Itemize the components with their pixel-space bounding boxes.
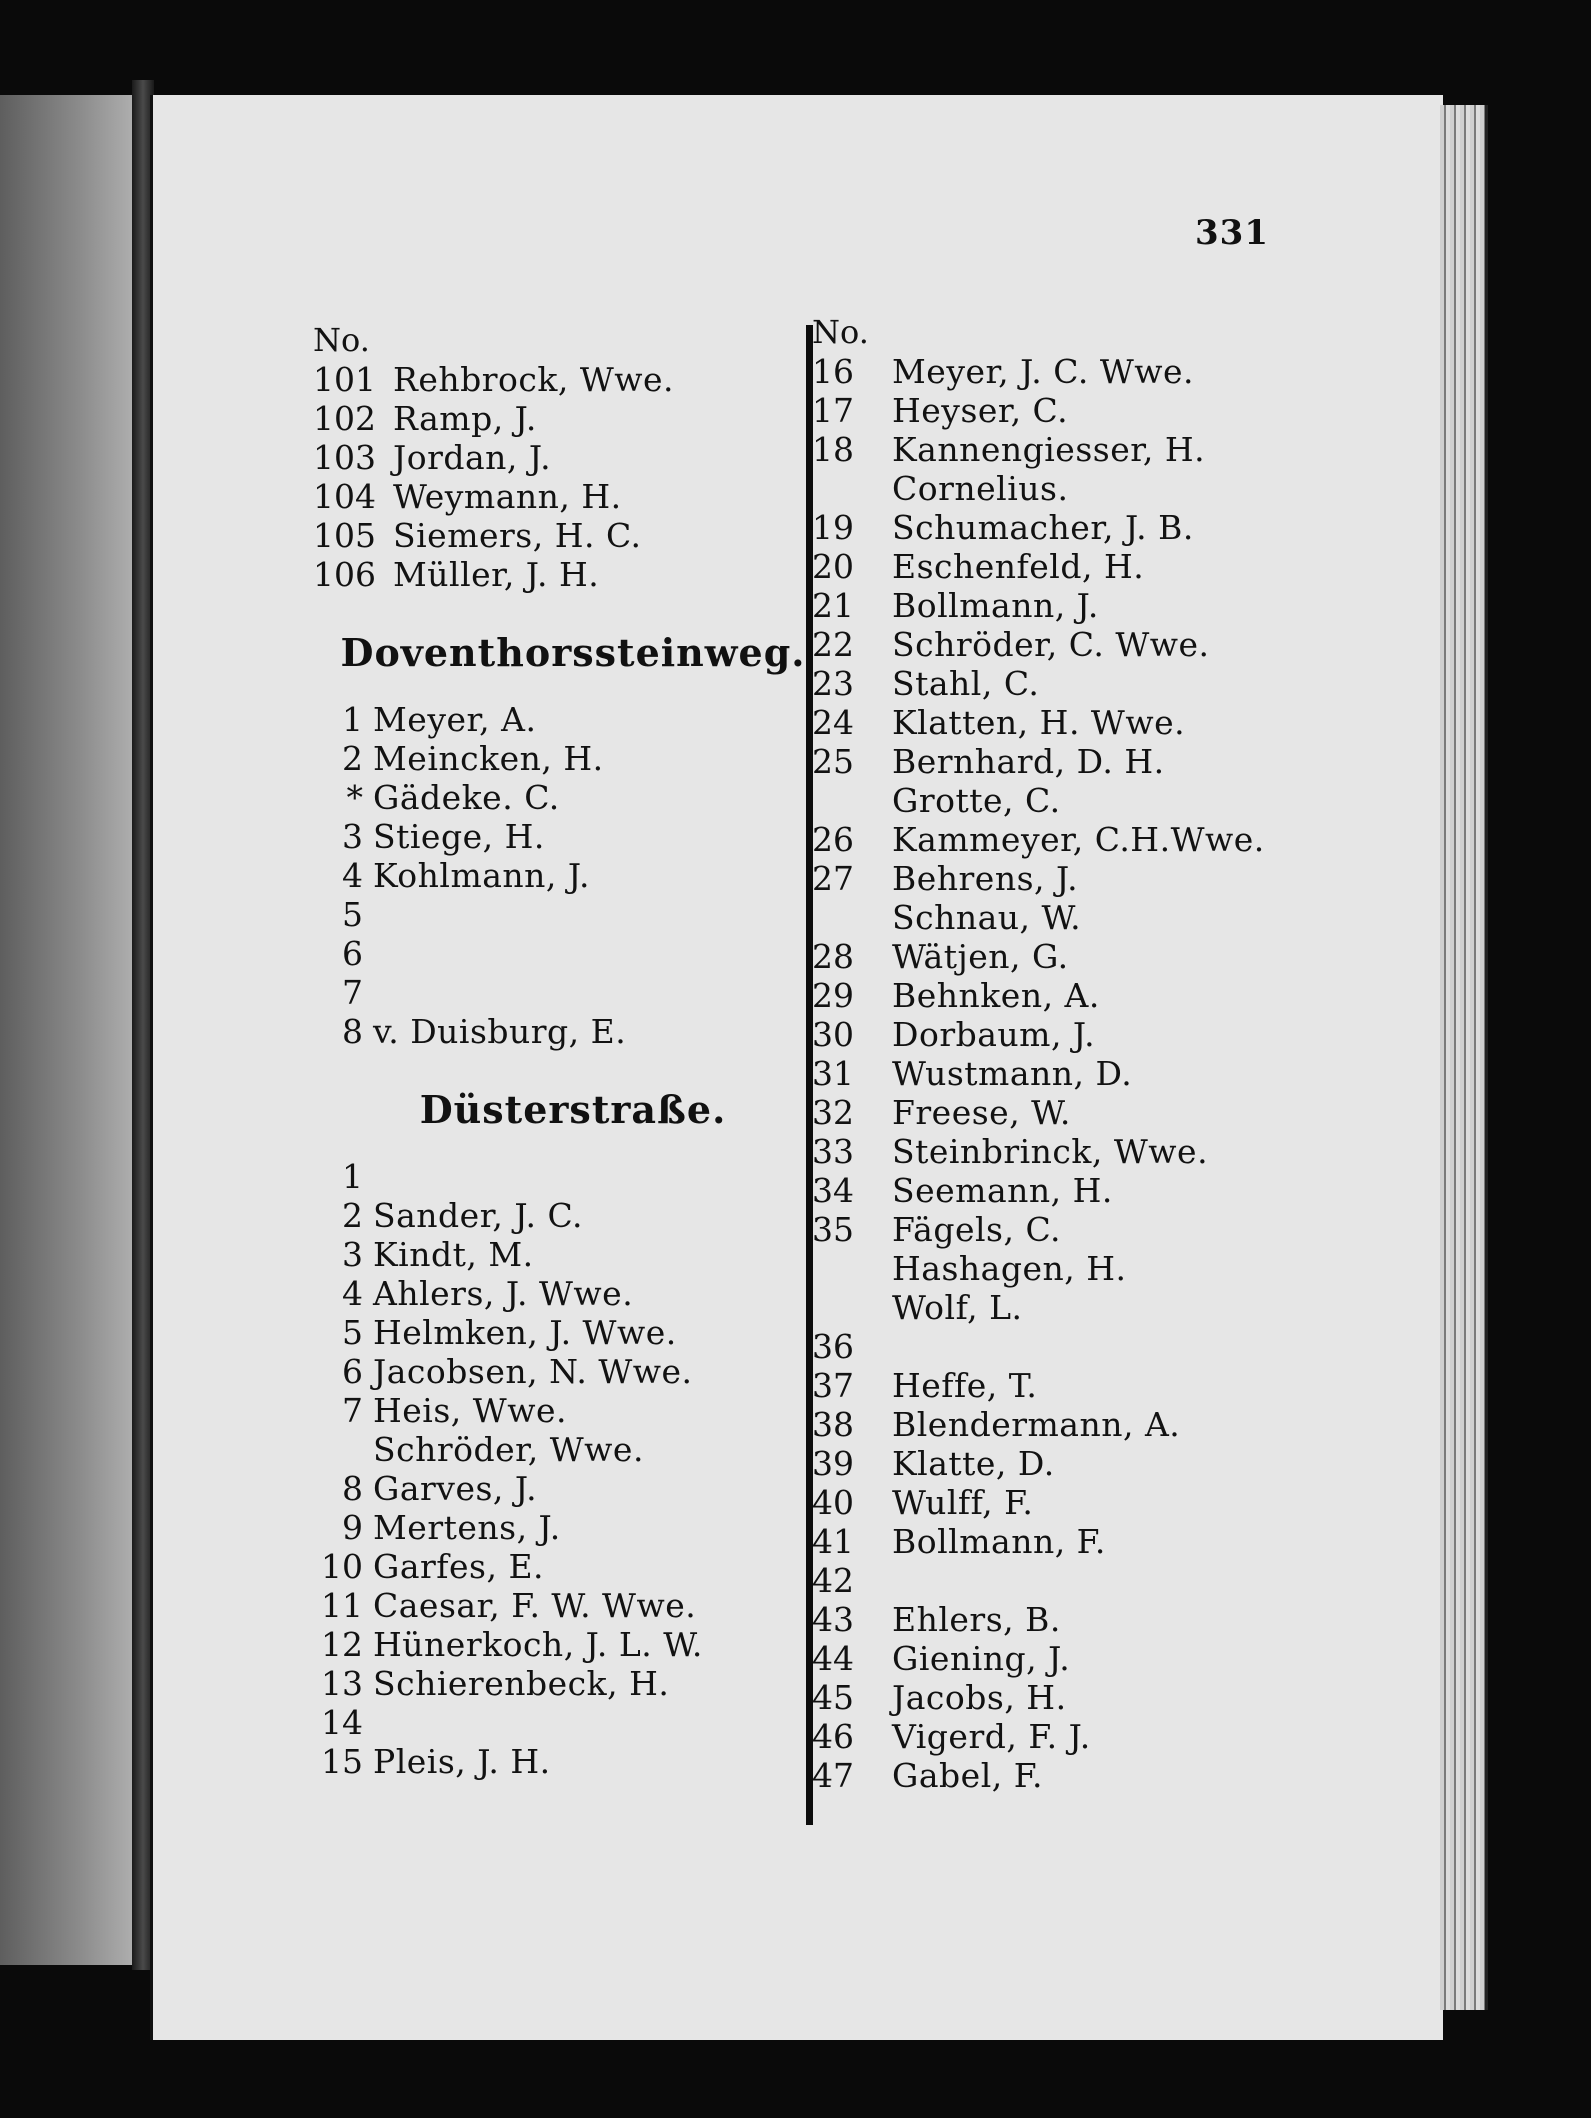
list-item: [313, 1469, 833, 1508]
house-number: 20: [812, 547, 854, 586]
list-item: [812, 1171, 1372, 1210]
resident-name: Gabel, F.: [892, 1756, 1043, 1795]
resident-name: Schnau, W.: [892, 898, 1082, 937]
house-number: 25: [812, 742, 854, 781]
list-item: [313, 516, 833, 555]
list-item: [812, 1366, 1372, 1405]
left-column: [313, 320, 833, 1781]
house-number: 105: [313, 516, 376, 555]
house-number: 1: [342, 700, 363, 739]
house-number: 102: [313, 399, 376, 438]
no-label: No.: [812, 313, 869, 351]
resident-name: Grotte, C.: [892, 781, 1061, 820]
list-item: [313, 438, 833, 477]
house-number: 11: [321, 1586, 363, 1625]
resident-name: Kammeyer, C.H.Wwe.: [892, 820, 1265, 859]
resident-name: Klatte, D.: [892, 1444, 1055, 1483]
house-number: 6: [342, 1352, 363, 1391]
house-number: 12: [321, 1625, 363, 1664]
resident-name: Eschenfeld, H.: [892, 547, 1145, 586]
list-item: [313, 856, 833, 895]
house-number: 22: [812, 625, 854, 664]
resident-name: Stahl, C.: [892, 664, 1040, 703]
house-number: 39: [812, 1444, 854, 1483]
list-item: [812, 1093, 1372, 1132]
list-item: [313, 1352, 833, 1391]
house-number: 46: [812, 1717, 854, 1756]
list-item: [812, 391, 1372, 430]
list-item: [812, 703, 1372, 742]
list-item: [313, 1196, 833, 1235]
resident-name: Wulff, F.: [892, 1483, 1034, 1522]
resident-name: Ahlers, J. Wwe.: [373, 1274, 634, 1313]
house-number: 4: [342, 856, 363, 895]
list-item: [313, 817, 833, 856]
house-number: 41: [812, 1522, 854, 1561]
house-number: 3: [342, 1235, 363, 1274]
resident-name: Heffe, T.: [892, 1366, 1038, 1405]
resident-name: Vigerd, F. J.: [892, 1717, 1091, 1756]
house-number: 43: [812, 1600, 854, 1639]
resident-name: Garfes, E.: [373, 1547, 545, 1586]
house-number: 2: [342, 739, 363, 778]
house-number: 37: [812, 1366, 854, 1405]
resident-name: Ramp, J.: [393, 399, 537, 438]
house-number: 7: [342, 1391, 363, 1430]
house-number: 2: [342, 1196, 363, 1235]
house-number: 101: [313, 360, 376, 399]
resident-name: Jacobs, H.: [892, 1678, 1067, 1717]
resident-name: Jacobsen, N. Wwe.: [373, 1352, 693, 1391]
house-number: 8: [342, 1469, 363, 1508]
list-item: [313, 1664, 833, 1703]
house-number: 106: [313, 555, 376, 594]
list-item: [313, 1313, 833, 1352]
list-item: [812, 1678, 1372, 1717]
resident-name: Siemers, H. C.: [393, 516, 642, 555]
resident-name: Bernhard, D. H.: [892, 742, 1165, 781]
list-item: [313, 934, 833, 973]
list-item: [313, 1391, 833, 1430]
house-list-duesterstrasse: [313, 1157, 833, 1781]
resident-name: Giening, J.: [892, 1639, 1071, 1678]
house-number: 23: [812, 664, 854, 703]
list-item: [313, 1625, 833, 1664]
house-number: 14: [321, 1703, 363, 1742]
house-number: 29: [812, 976, 854, 1015]
house-number: 40: [812, 1483, 854, 1522]
house-number: 34: [812, 1171, 854, 1210]
resident-name: Schröder, Wwe.: [373, 1430, 644, 1469]
house-number: 5: [342, 895, 363, 934]
list-item: [313, 477, 833, 516]
resident-name: Seemann, H.: [892, 1171, 1113, 1210]
list-item: [313, 895, 833, 934]
resident-name: Pleis, J. H.: [373, 1742, 551, 1781]
house-number: 13: [321, 1664, 363, 1703]
list-item: [313, 700, 833, 739]
house-number: 27: [812, 859, 854, 898]
house-number: 9: [342, 1508, 363, 1547]
list-item: [812, 625, 1372, 664]
list-item: [812, 1015, 1372, 1054]
list-item: [812, 1561, 1372, 1600]
list-item: [812, 781, 1372, 820]
house-number: 6: [342, 934, 363, 973]
resident-name: Kindt, M.: [373, 1235, 534, 1274]
list-item: [313, 399, 833, 438]
resident-name: Ehlers, B.: [892, 1600, 1061, 1639]
list-item: [812, 508, 1372, 547]
resident-name: Helmken, J. Wwe.: [373, 1313, 677, 1352]
street-heading: Düsterstraße.: [419, 1087, 727, 1132]
page-stack-edge: [1440, 105, 1488, 2010]
resident-name: Hashagen, H.: [892, 1249, 1127, 1288]
resident-name: Behrens, J.: [892, 859, 1079, 898]
resident-name: Sander, J. C.: [373, 1196, 584, 1235]
house-number: 26: [812, 820, 854, 859]
list-item: [313, 778, 833, 817]
resident-name: Meyer, J. C. Wwe.: [892, 352, 1195, 391]
street-heading: Doventhorssteinweg.: [340, 630, 806, 675]
house-number: 104: [313, 477, 376, 516]
house-number: 35: [812, 1210, 854, 1249]
list-item: [812, 547, 1372, 586]
list-item: [812, 1444, 1372, 1483]
list-item: [812, 859, 1372, 898]
house-number: 18: [812, 430, 854, 469]
house-number: 30: [812, 1015, 854, 1054]
house-number: 3: [342, 817, 363, 856]
right-column: [812, 312, 1372, 1795]
house-list-top: [313, 360, 833, 594]
list-item: [812, 1600, 1372, 1639]
list-item: [313, 973, 833, 1012]
house-number: 24: [812, 703, 854, 742]
resident-name: Wustmann, D.: [892, 1054, 1133, 1093]
resident-name: Schierenbeck, H.: [373, 1664, 670, 1703]
house-number: 38: [812, 1405, 854, 1444]
house-number: 4: [342, 1274, 363, 1313]
house-number: 47: [812, 1756, 854, 1795]
resident-name: Bollmann, J.: [892, 586, 1099, 625]
resident-name: Steinbrinck, Wwe.: [892, 1132, 1209, 1171]
list-item: [812, 1639, 1372, 1678]
list-item: [812, 1756, 1372, 1795]
list-item: [812, 430, 1372, 469]
resident-name: Meincken, H.: [373, 739, 604, 778]
house-number: 17: [812, 391, 854, 430]
resident-name: Schumacher, J. B.: [892, 508, 1194, 547]
house-number: 10: [321, 1547, 363, 1586]
list-item: [812, 1249, 1372, 1288]
house-number: 103: [313, 438, 376, 477]
list-item: [313, 1508, 833, 1547]
house-number: 8: [342, 1012, 363, 1051]
list-item: [812, 1288, 1372, 1327]
list-item: [812, 976, 1372, 1015]
list-item: [812, 1132, 1372, 1171]
resident-name: Gädeke. C.: [373, 778, 560, 817]
house-number: 32: [812, 1093, 854, 1132]
list-item: [812, 1405, 1372, 1444]
list-item: [313, 1012, 833, 1051]
resident-name: Wolf, L.: [892, 1288, 1023, 1327]
resident-name: Rehbrock, Wwe.: [393, 360, 675, 399]
house-number: 19: [812, 508, 854, 547]
list-item: [812, 937, 1372, 976]
resident-name: Garves, J.: [373, 1469, 538, 1508]
resident-name: Jordan, J.: [393, 438, 552, 477]
house-number: 15: [321, 1742, 363, 1781]
resident-name: Blendermann, A.: [892, 1405, 1181, 1444]
house-number: 1: [342, 1157, 363, 1196]
resident-name: Schröder, C. Wwe.: [892, 625, 1210, 664]
list-item: [812, 1717, 1372, 1756]
resident-name: Meyer, A.: [373, 700, 537, 739]
house-number: 45: [812, 1678, 854, 1717]
list-item: [812, 1522, 1372, 1561]
house-list-right: [812, 352, 1372, 1795]
resident-name: Stiege, H.: [373, 817, 545, 856]
list-item: [313, 1547, 833, 1586]
house-number: 16: [812, 352, 854, 391]
list-item: [812, 820, 1372, 859]
resident-name: Kohlmann, J.: [373, 856, 591, 895]
list-item: [313, 555, 833, 594]
house-number: 21: [812, 586, 854, 625]
house-number: 42: [812, 1561, 854, 1600]
no-label: No.: [313, 321, 370, 359]
list-item: [812, 1483, 1372, 1522]
list-item: [313, 360, 833, 399]
resident-name: Wätjen, G.: [892, 937, 1069, 976]
house-number: 33: [812, 1132, 854, 1171]
house-number: 28: [812, 937, 854, 976]
resident-name: Mertens, J.: [373, 1508, 561, 1547]
resident-name: Behnken, A.: [892, 976, 1100, 1015]
resident-name: Cornelius.: [892, 469, 1069, 508]
list-item: [812, 586, 1372, 625]
list-item: [313, 1235, 833, 1274]
resident-name: Weymann, H.: [393, 477, 622, 516]
list-item: [812, 1327, 1372, 1366]
resident-name: Heyser, C.: [892, 391, 1069, 430]
resident-name: Bollmann, F.: [892, 1522, 1106, 1561]
list-item: [313, 1157, 833, 1196]
resident-name: Dorbaum, J.: [892, 1015, 1096, 1054]
list-item: [812, 352, 1372, 391]
resident-name: Klatten, H. Wwe.: [892, 703, 1186, 742]
list-item: [812, 742, 1372, 781]
list-item: [812, 469, 1372, 508]
house-list-doventhorssteinweg: [313, 700, 833, 1051]
house-number: *: [346, 778, 363, 817]
resident-name: Hünerkoch, J. L. W.: [373, 1625, 703, 1664]
resident-name: Kannengiesser, H.: [892, 430, 1206, 469]
resident-name: Heis, Wwe.: [373, 1391, 567, 1430]
house-number: 5: [342, 1313, 363, 1352]
list-item: [812, 1054, 1372, 1093]
page-number: 331: [1195, 213, 1269, 253]
facing-page-edge: [0, 95, 150, 1965]
list-item: [313, 1274, 833, 1313]
resident-name: Caesar, F. W. Wwe.: [373, 1586, 697, 1625]
house-number: 36: [812, 1327, 854, 1366]
list-item: [313, 1586, 833, 1625]
resident-name: Fägels, C.: [892, 1210, 1062, 1249]
list-item: [812, 898, 1372, 937]
list-item: [313, 1703, 833, 1742]
house-number: 7: [342, 973, 363, 1012]
resident-name: Müller, J. H.: [393, 555, 600, 594]
house-number: 44: [812, 1639, 854, 1678]
list-item: [812, 1210, 1372, 1249]
list-item: [313, 739, 833, 778]
list-item: [313, 1430, 833, 1469]
list-item: [313, 1742, 833, 1781]
house-number: 31: [812, 1054, 854, 1093]
resident-name: Freese, W.: [892, 1093, 1071, 1132]
resident-name: v. Duisburg, E.: [373, 1012, 627, 1051]
list-item: [812, 664, 1372, 703]
